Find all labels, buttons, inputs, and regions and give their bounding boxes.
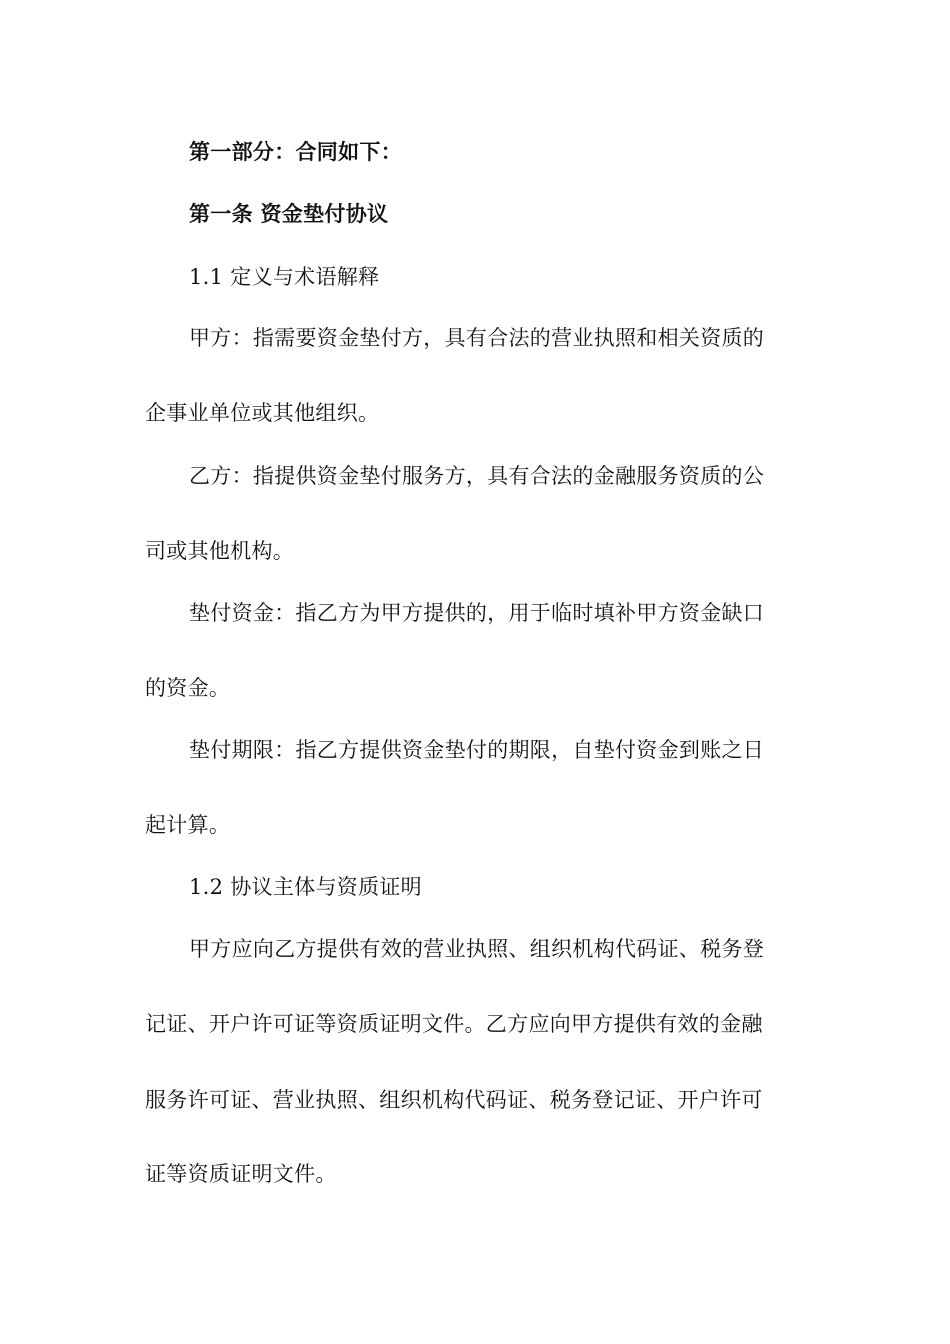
- paragraph-line: 记证、开户许可证等资质证明文件。乙方应向甲方提供有效的金融: [145, 1012, 763, 1036]
- paragraph-line: 起计算。: [145, 813, 231, 837]
- paragraph-line: 司或其他机构。: [145, 539, 295, 563]
- section-title: 1.2 协议主体与资质证明: [189, 875, 422, 899]
- paragraph-line: 的资金。: [145, 676, 231, 700]
- paragraph-line: 甲方：指需要资金垫付方，具有合法的营业执照和相关资质的: [189, 326, 765, 350]
- paragraph-line: 乙方：指提供资金垫付服务方，具有合法的金融服务资质的公: [189, 464, 765, 488]
- paragraph-line: 垫付资金：指乙方为甲方提供的，用于临时填补甲方资金缺口: [189, 601, 765, 625]
- part-heading: 第一部分：合同如下：: [189, 140, 402, 164]
- paragraph-line: 服务许可证、营业执照、组织机构代码证、税务登记证、开户许可: [145, 1088, 763, 1112]
- article-heading: 第一条 资金垫付协议: [189, 202, 389, 226]
- paragraph-line: 甲方应向乙方提供有效的营业执照、组织机构代码证、税务登: [189, 937, 765, 961]
- paragraph-line: 企事业单位或其他组织。: [145, 401, 380, 425]
- section-title: 1.1 定义与术语解释: [189, 265, 380, 289]
- paragraph-line: 证等资质证明文件。: [145, 1162, 337, 1186]
- paragraph-line: 垫付期限：指乙方提供资金垫付的期限，自垫付资金到账之日: [189, 738, 765, 762]
